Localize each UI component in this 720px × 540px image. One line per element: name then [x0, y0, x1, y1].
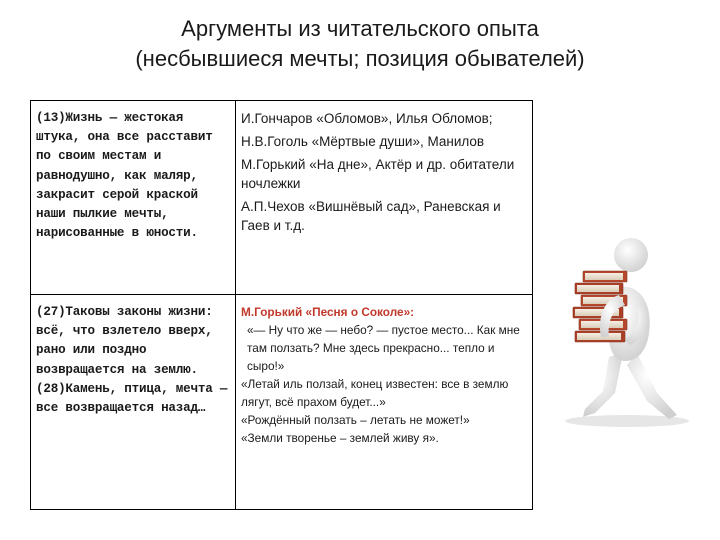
title-line-1: Аргументы из читательского опыта	[181, 16, 539, 41]
song-line: «Рождённый ползать – летать не может!»	[241, 413, 470, 427]
arguments-table	[30, 100, 533, 510]
slide-title	[0, 14, 720, 74]
song-title: М.Горький «Песня о Соколе»:	[241, 305, 415, 319]
song-line: «Летай иль ползай, конец известен: все в землю лягут, всё прахом будет...»	[241, 377, 509, 409]
table-row	[31, 101, 533, 295]
work-item: М.Горький «На дне», Актёр и др. обитатели ночлежки	[241, 157, 515, 191]
quote-cell	[31, 295, 236, 510]
table-row	[31, 295, 533, 510]
title-line-2: (несбывшиеся мечты; позиция обывателей)	[135, 46, 585, 71]
quote-text: (27)Таковы законы жизни: всё, что взлетело вверх, рано или поздно возвращается на землю. (28)Камень, птица, мечта — все возвращается назад…	[36, 305, 228, 416]
song-line: «— Ну что же — небо? — пустое место... Как мне там ползать? Мне здесь прекрасно... тепло и сыро!»	[247, 323, 520, 373]
quote-text: (13)Жизнь — жестокая штука, она все расставит по своим местам и равнодушно, как маляр, закрасит серой краской наши пылкие мечты, нарисованные в юности.	[36, 111, 213, 241]
quote-cell	[31, 101, 236, 295]
work-item: А.П.Чехов «Вишнёвый сад», Раневская и Гаев и т.д.	[241, 199, 501, 233]
song-line: «Земли творенье – землей живу я».	[241, 431, 439, 445]
person-carrying-books-icon	[545, 225, 710, 430]
works-cell	[236, 295, 533, 510]
work-item: И.Гончаров «Обломов», Илья Обломов;	[241, 111, 493, 126]
works-cell	[236, 101, 533, 295]
work-item: Н.В.Гоголь «Мёртвые души», Манилов	[241, 134, 485, 149]
